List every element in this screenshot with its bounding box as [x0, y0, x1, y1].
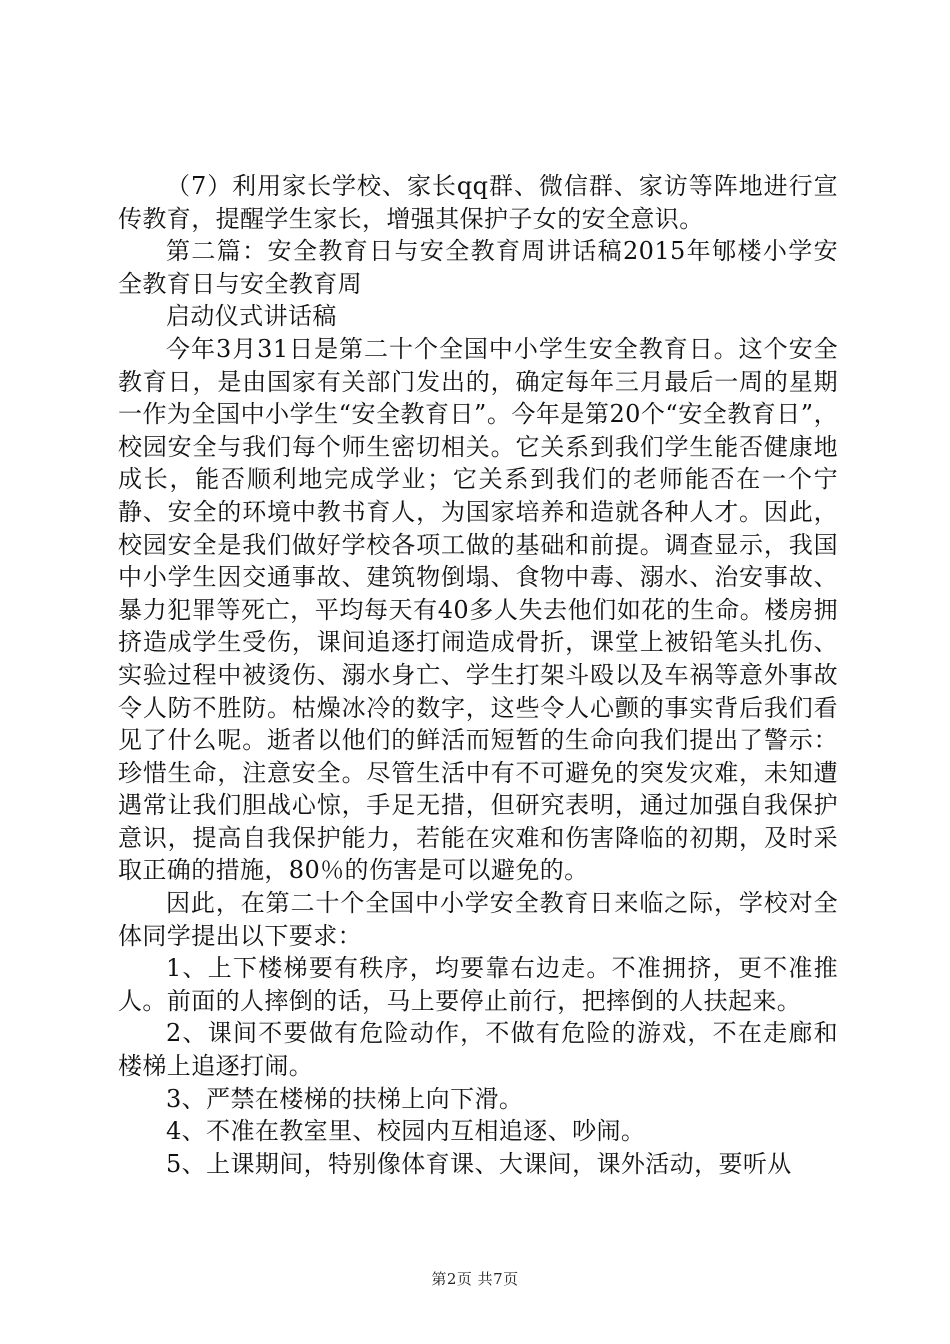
paragraph-rule-3: 3、严禁在楼梯的扶梯上向下滑。: [166, 1084, 524, 1113]
paragraph-rule-4: 4、不准在教室里、校园内互相追逐、吵闹。: [166, 1117, 646, 1146]
paragraph-speech-body: 今年3月31日是第二十个全国中小学生安全教育日。这个安全教育日，是由国家有关部门发出的，确定每年三月最后一周的星期一作为全国中小学生“安全教育日”。今年是第20个“安全教育日”，校园安全与我们每个师生密切相关。它关系到我们学生能否健康地成长，能否顺利地完成学业；它关系到我们的老师能否在一个宁静、安全的环境中教书育人，为国家培养和造就各种人才。因此，校园安全是我们做好学校各项工做的基础和前提。调查显示，我国中小学生因交通事故、建筑物倒塌、食物中毒、溺水、治安事故、暴力犯罪等死亡，平均每天有40多人失去他们如花的生命。楼房拥挤造成学生受伤，课间追逐打闹造成骨折，课堂上被铅笔头扎伤、实验过程中被烫伤、溺水身亡、学生打架斗殴以及车祸等意外事故令人防不胜防。枯燥冰冷的数字，这些令人心颤的事实背后我们看见了什么呢。逝者以他们的鲜活而短暂的生命向我们提出了警示：珍惜生命，注意安全。尽管生活中有不可避免的突发灾难，未知遭遇常让我们胆战心惊，手足无措，但研究表明，通过加强自我保护意识，提高自我保护能力，若能在灾难和伤害降临的初期，及时采取正确的措施，80％的伤害是可以避免的。: [118, 334, 838, 885]
paragraph-rule-5: 5、上课期间，特别像体育课、大课间，课外活动，要听从: [166, 1149, 792, 1178]
paragraph-item-7-publicity: （7）利用家长学校、家长qq群、微信群、家访等阵地进行宣传教育，提醒学生家长，增强其保护子女的安全意识。: [118, 172, 838, 233]
paragraph-ceremony-title: 启动仪式讲话稿: [166, 302, 337, 331]
page-number-footer: 第2页 共7页: [431, 1270, 519, 1288]
paragraph-section-two-title: 第二篇：安全教育日与安全教育周讲话稿2015年郇楼小学安全教育日与安全教育周: [118, 237, 838, 298]
paragraph-rule-1: 1、上下楼梯要有秩序，均要靠右边走。不准拥挤，更不准推人。前面的人摔倒的话，马上要停止前行，把摔倒的人扶起来。: [118, 954, 838, 1015]
paragraph-rule-2: 2、课间不要做有危险动作，不做有危险的游戏，不在走廊和楼梯上追逐打闹。: [118, 1019, 838, 1081]
paragraph-requirements-intro: 因此，在第二十个全国中小学安全教育日来临之际，学校对全体同学提出以下要求：: [118, 889, 838, 950]
document-body: [118, 170, 838, 1180]
